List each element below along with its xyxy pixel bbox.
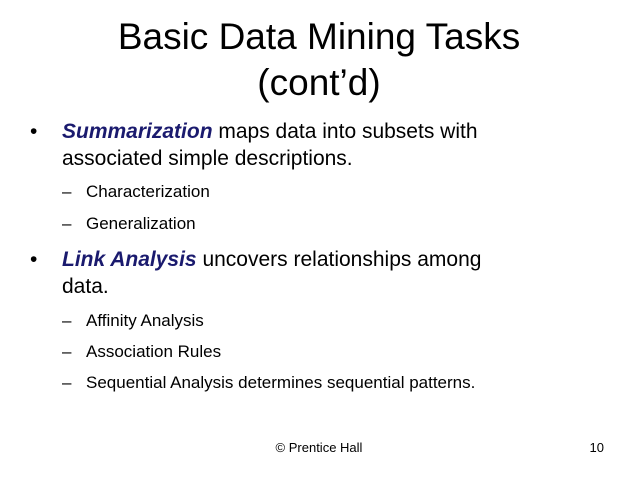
sub-item	[62, 372, 475, 394]
sub-dash: –	[62, 311, 72, 330]
page-number: 10	[589, 440, 604, 455]
sub-dash: –	[62, 182, 72, 201]
sub-text: Characterization	[86, 182, 210, 201]
sub-text: Sequential Analysis determines sequential patterns.	[86, 373, 476, 392]
slide-title-line2: (cont’d)	[257, 62, 381, 103]
bullet-line2: associated simple descriptions.	[62, 147, 353, 170]
bullet-marker: •	[30, 120, 38, 143]
slide-title-line1: Basic Data Mining Tasks	[117, 16, 521, 57]
bullet-marker: •	[30, 248, 38, 271]
sub-text: Association Rules	[86, 342, 222, 361]
sub-item	[62, 213, 196, 235]
sub-item	[62, 310, 204, 332]
bullet-rest: uncovers relationships among	[196, 248, 482, 271]
bullet-text	[62, 246, 622, 300]
sub-dash: –	[62, 214, 72, 233]
footer-copyright: © Prentice Hall	[275, 440, 363, 455]
sub-dash: –	[62, 342, 72, 361]
bullet-term: Link Analysis	[62, 248, 197, 271]
sub-item	[62, 181, 210, 203]
bullet-rest: maps data into subsets with	[212, 120, 478, 143]
bullet-line2: data.	[62, 275, 109, 298]
slide-title	[0, 14, 638, 106]
bullet-term: Summarization	[62, 120, 213, 143]
sub-text: Affinity Analysis	[86, 311, 204, 330]
sub-text: Generalization	[86, 214, 196, 233]
sub-dash: –	[62, 373, 72, 392]
sub-item	[62, 341, 221, 363]
bullet-text	[62, 118, 622, 172]
